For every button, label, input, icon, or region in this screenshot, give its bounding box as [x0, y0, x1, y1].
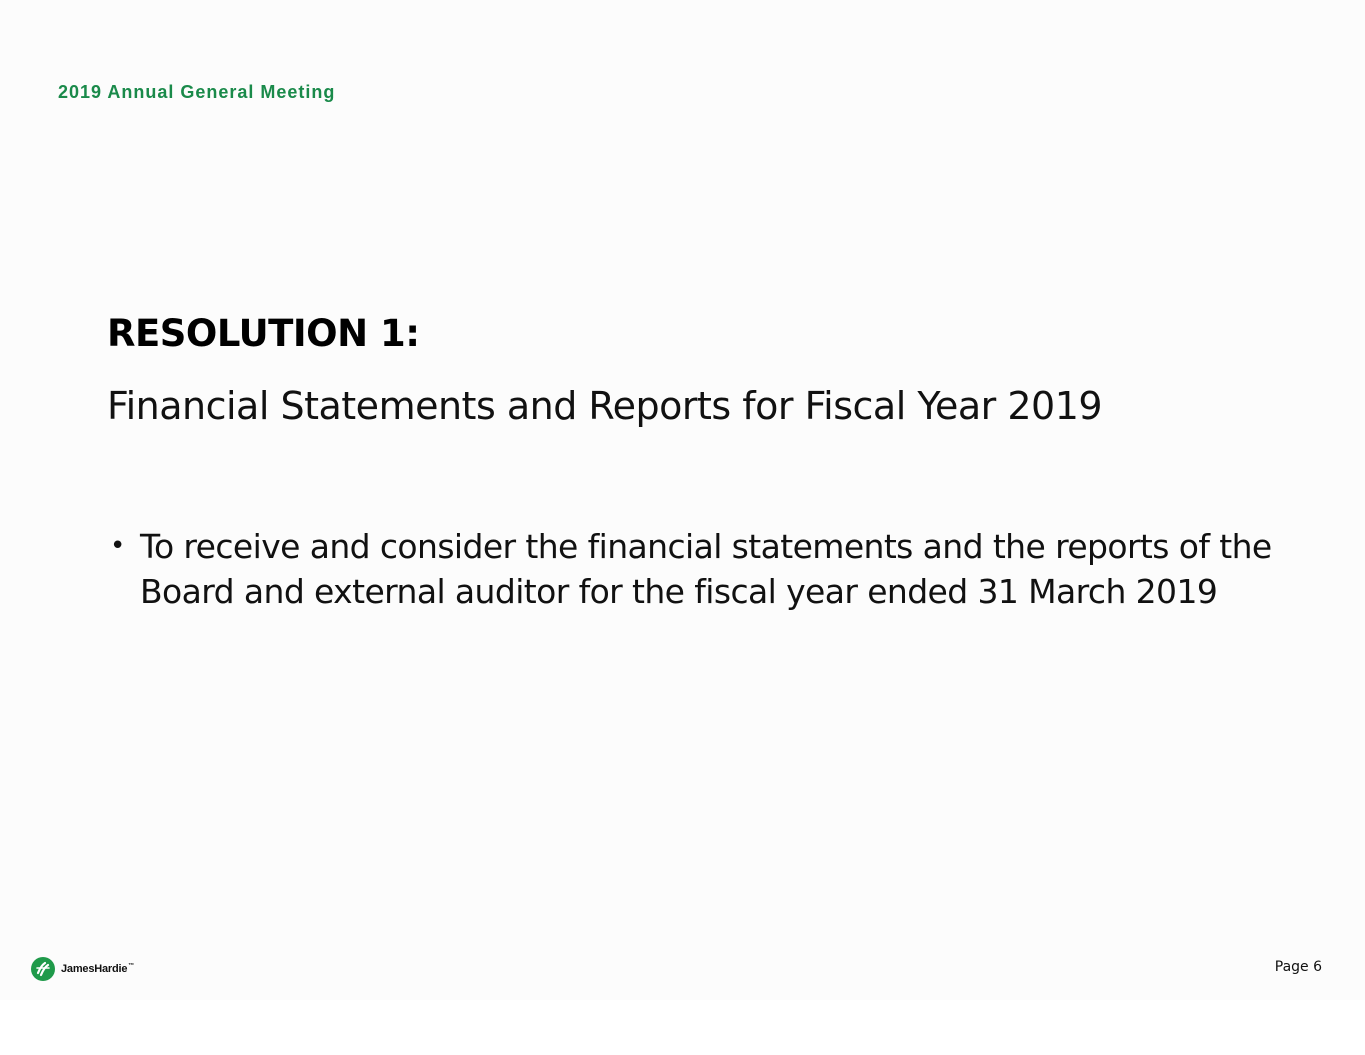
page-number: Page 6: [1274, 959, 1322, 975]
logo-text: JamesHardie™: [61, 963, 135, 975]
resolution-subtitle: Financial Statements and Reports for Fiscal Year 2019: [107, 384, 1103, 428]
bullet-list: [108, 524, 1288, 614]
meeting-header-label: 2019 Annual General Meeting: [58, 82, 336, 102]
resolution-title: RESOLUTION 1:: [107, 312, 420, 355]
bullet-item: [108, 524, 1288, 614]
trademark-icon: ™: [128, 963, 135, 970]
bullet-text: To receive and consider the financial statements and the reports of the Board and external auditor for the fiscal year ended 31 March 2019: [140, 527, 1272, 611]
bullet-dot-icon: •: [110, 531, 125, 561]
logo-mark-icon: [30, 956, 56, 982]
company-logo: [30, 955, 134, 983]
